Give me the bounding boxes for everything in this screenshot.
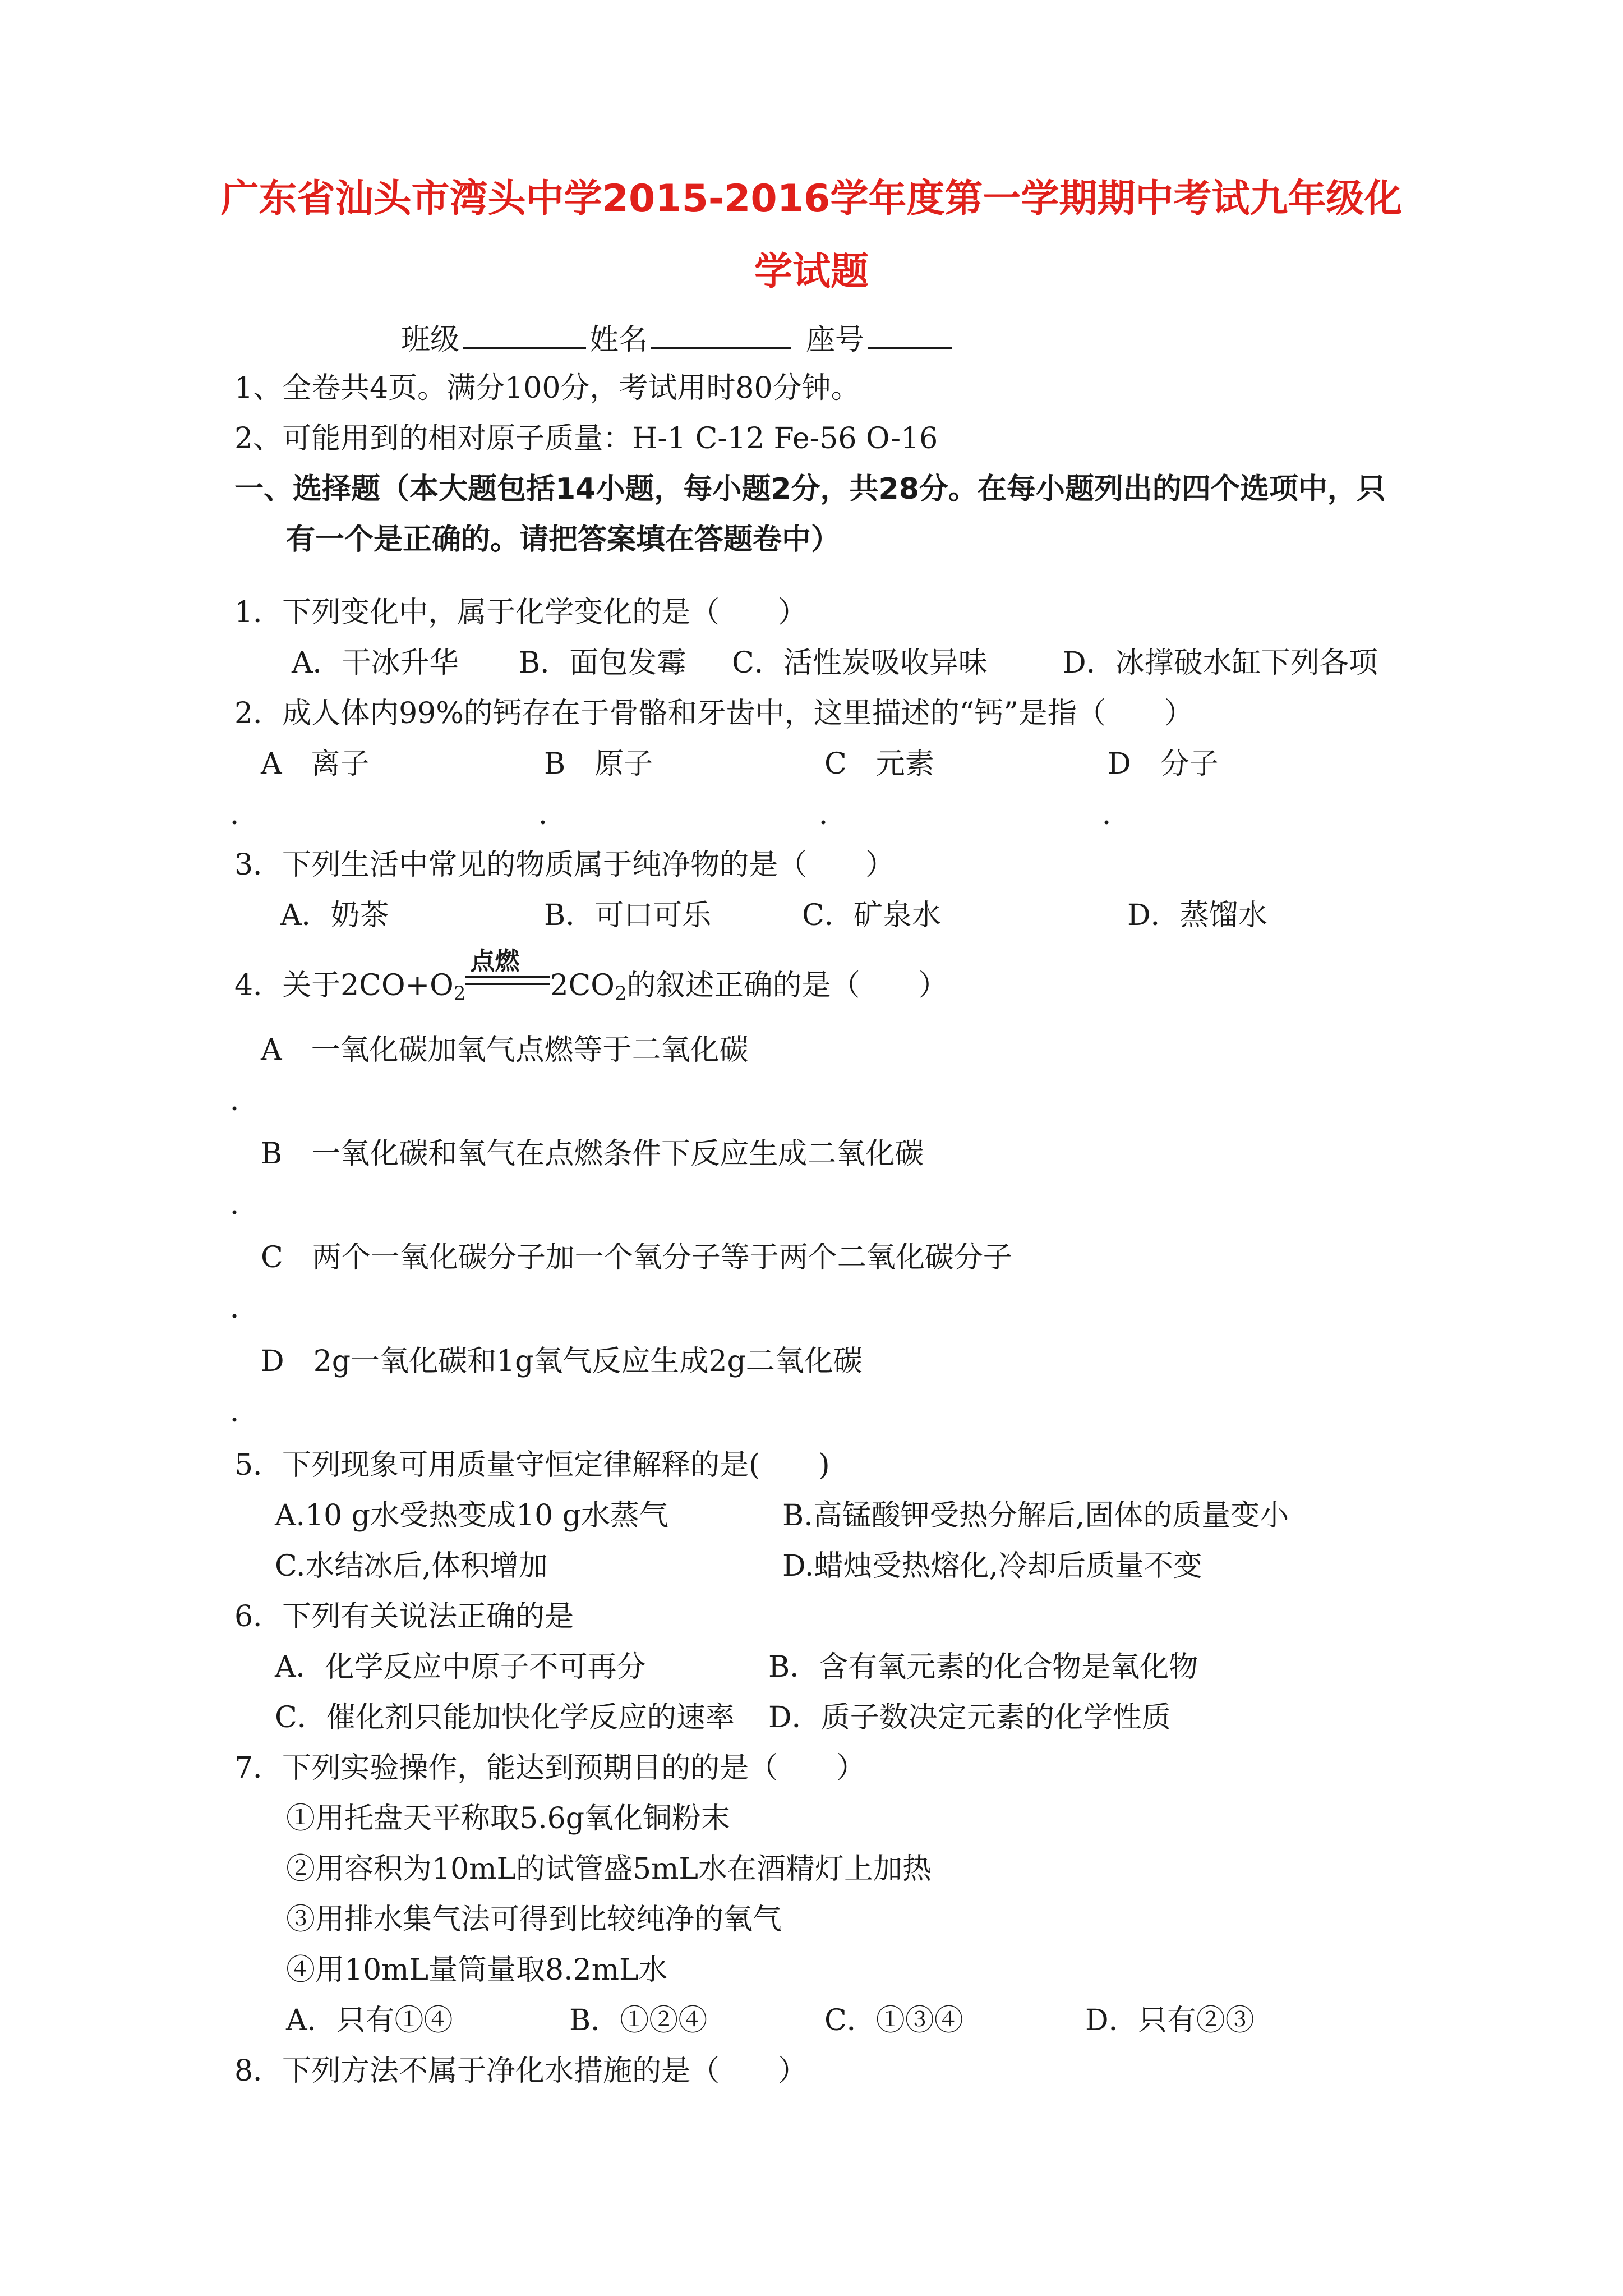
class-blank[interactable] [463, 317, 586, 349]
q2-dot-c: ． [819, 798, 849, 831]
q4-option-d: D 2g一氧化碳和1g氧气反应生成2g二氧化碳 [261, 1345, 863, 1378]
q3-option-b: B．可口可乐 [544, 899, 712, 932]
name-blank[interactable] [651, 317, 791, 349]
q6-option-a: A．化学反应中原子不可再分 [275, 1650, 646, 1684]
q7-option-a: A．只有①④ [286, 2004, 453, 2037]
q4-eq-right: 2CO [550, 969, 615, 1002]
q5-option-c: C.水结冰后,体积增加 [275, 1549, 548, 1583]
q7-item-4: ④用10mL量筒量取8.2mL水 [286, 1953, 668, 1987]
q4-prefix: 4．关于 [234, 969, 341, 1002]
exam-title-line1: 广东省汕头市湾头中学2015-2016学年度第一学期期中考试九年级化 [220, 177, 1403, 221]
q2-dot-a: ． [230, 798, 260, 831]
q3-option-d: D．蒸馏水 [1127, 899, 1267, 932]
exam-title-line2: 学试题 [754, 250, 869, 294]
q3-option-c: C．矿泉水 [802, 899, 941, 932]
seat-blank[interactable] [868, 317, 952, 349]
q3-option-a: A．奶茶 [280, 899, 389, 932]
q7-item-1: ①用托盘天平称取5.6g氧化铜粉末 [286, 1802, 730, 1835]
q2-option-b: B 原子 [544, 747, 653, 781]
q2-dot-b: ． [538, 798, 568, 831]
class-label: 班级 [401, 323, 460, 357]
q1-option-a: A．干冰升华 [292, 646, 459, 680]
q2-stem: 2．成人体内99%的钙存在于骨骼和牙齿中，这里描述的“钙”是指（ ） [234, 697, 1193, 730]
q1-option-c: C．活性炭吸收异味 [732, 646, 988, 680]
q7-option-b: B．①②④ [569, 2004, 708, 2037]
q7-option-c: C．①③④ [824, 2004, 963, 2037]
q7-item-3: ③用排水集气法可得到比较纯净的氧气 [286, 1903, 782, 1936]
q1-stem: 1．下列变化中，属于化学变化的是（ ） [234, 596, 808, 629]
q7-item-2: ②用容积为10mL的试管盛5mL水在酒精灯上加热 [286, 1852, 932, 1886]
q4-dot-a: ． [230, 1084, 260, 1117]
section-1-heading: 一、选择题（本大题包括14小题，每小题2分，共28分。在每小题列出的四个选项中，只 [234, 472, 1386, 506]
q1-option-d: D．冰撑破水缸下列各项 [1063, 646, 1378, 680]
note-2: 2、可能用到的相对原子质量：H-1 C-12 Fe-56 O-16 [234, 422, 938, 455]
q4-eq-left: 2CO+O [340, 969, 454, 1002]
q2-option-c: C 元素 [824, 747, 934, 781]
q4-suffix: 的叙述正确的是（ ） [626, 969, 948, 1002]
note-1: 1、全卷共4页。满分100分，考试用时80分钟。 [234, 371, 860, 405]
q4-option-c: C 两个一氧化碳分子加一个氧分子等于两个二氧化碳分子 [261, 1241, 1012, 1274]
q2-option-a: A 离子 [261, 747, 370, 781]
name-label: 姓名 [589, 323, 648, 357]
q4-stem [234, 947, 948, 1011]
q4-condition: 点燃 [470, 947, 520, 976]
q6-option-d: D．质子数决定元素的化学性质 [768, 1701, 1171, 1734]
q3-stem: 3．下列生活中常见的物质属于纯净物的是（ ） [234, 848, 895, 882]
q5-option-b: B.高锰酸钾受热分解后,固体的质量变小 [782, 1499, 1289, 1533]
q8-stem: 8．下列方法不属于净化水措施的是（ ） [234, 2054, 808, 2088]
seat-label: 座号 [806, 323, 865, 357]
q4-option-a: A 一氧化碳加氧气点燃等于二氧化碳 [261, 1033, 749, 1067]
q4-eq-sub2: 2 [614, 982, 627, 1005]
q4-dot-c: ． [230, 1291, 260, 1325]
q1-option-b: B．面包发霉 [519, 646, 686, 680]
q6-option-b: B．含有氧元素的化合物是氧化物 [768, 1650, 1198, 1684]
q4-dot-b: ． [230, 1188, 260, 1221]
q2-dot-d: ． [1102, 798, 1132, 831]
q7-option-d: D．只有②③ [1085, 2004, 1255, 2037]
reaction-condition-arrow [465, 947, 550, 995]
q4-option-b: B 一氧化碳和氧气在点燃条件下反应生成二氧化碳 [261, 1137, 924, 1171]
section-1-heading-cont: 有一个是正确的。请把答案填在答题卷中） [286, 523, 841, 556]
q2-option-d: D 分子 [1108, 747, 1219, 781]
q5-option-d: D.蜡烛受热熔化,冷却后质量不变 [782, 1549, 1202, 1583]
q6-option-c: C．催化剂只能加快化学反应的速率 [275, 1701, 735, 1734]
q4-eq-sub1: 2 [453, 982, 466, 1005]
q6-stem: 6．下列有关说法正确的是 [234, 1600, 574, 1634]
student-info-row [401, 317, 955, 358]
q5-stem: 5．下列现象可用质量守恒定律解释的是( ) [234, 1448, 830, 1482]
q7-stem: 7．下列实验操作，能达到预期目的的是（ ） [234, 1751, 866, 1785]
q5-option-a: A.10 g水受热变成10 g水蒸气 [275, 1499, 669, 1533]
q4-dot-d: ． [230, 1395, 260, 1429]
